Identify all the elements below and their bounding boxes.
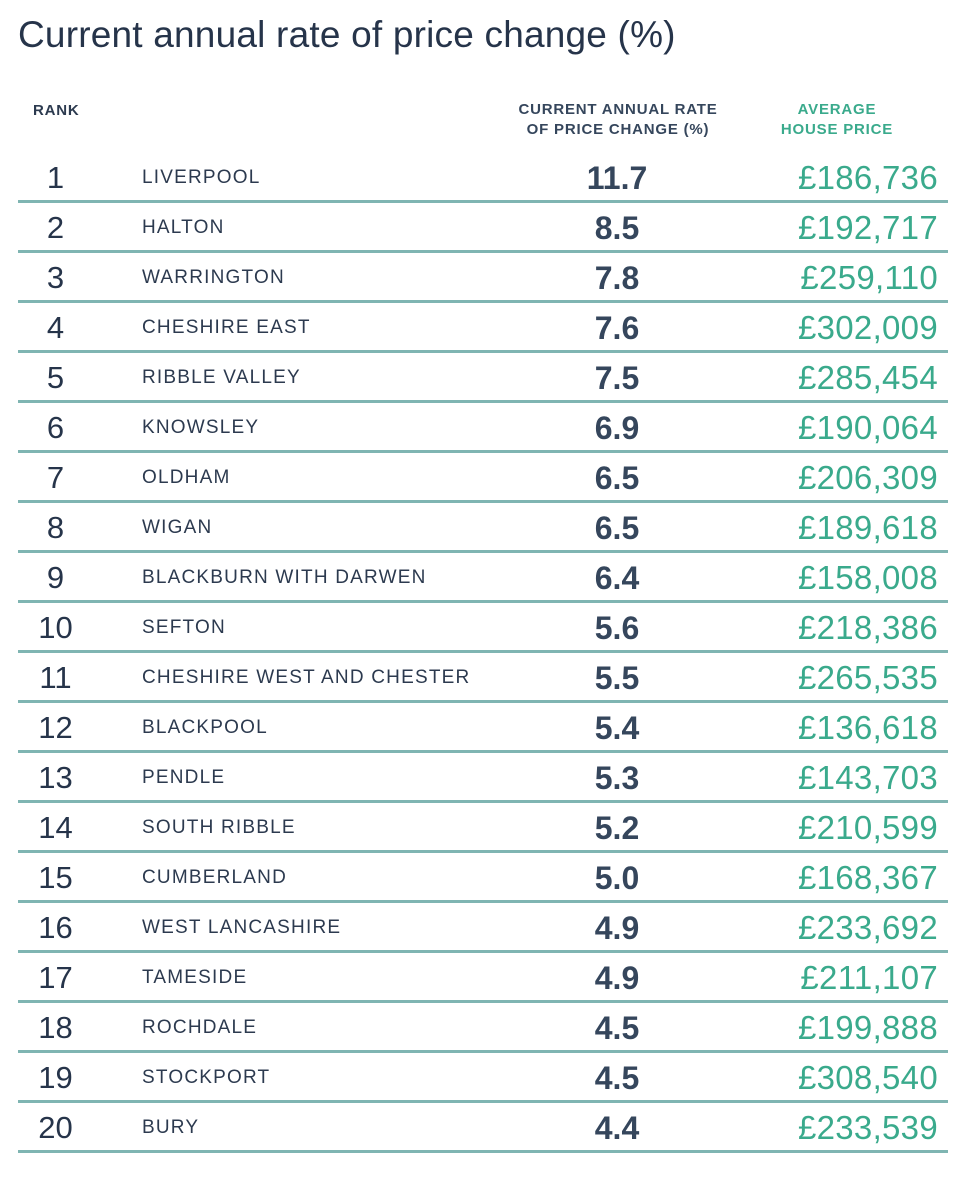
table-row [18, 603, 948, 653]
rank-cell: 17 [38, 960, 73, 995]
table-row [18, 953, 948, 1003]
rate-header-line-2: OF PRICE CHANGE (%) [526, 121, 710, 138]
rate-cell: 5.4 [594, 710, 640, 746]
area-name-cell: BURY [142, 1117, 200, 1138]
rank-cell: 3 [46, 260, 65, 295]
rate-cell: 7.8 [594, 260, 640, 296]
price-header-line-2: HOUSE PRICE [780, 121, 894, 138]
rate-cell: 6.9 [594, 410, 640, 446]
area-name-cell: SEFTON [142, 617, 226, 638]
table-row [18, 303, 948, 353]
area-name-cell: KNOWSLEY [142, 417, 260, 438]
rate-cell: 5.2 [594, 810, 640, 846]
area-name-cell: WARRINGTON [142, 267, 285, 288]
table-row [18, 1003, 948, 1053]
area-name-cell: STOCKPORT [142, 1067, 271, 1088]
table-row [18, 753, 948, 803]
price-header-line-1: AVERAGE [797, 101, 877, 118]
area-name-cell: WIGAN [142, 517, 213, 538]
rank-cell: 9 [46, 560, 65, 595]
rank-column-header: RANK [33, 102, 80, 119]
table-row [18, 353, 948, 403]
price-cell: £259,110 [800, 259, 938, 296]
table-row [18, 1103, 948, 1153]
price-cell: £210,599 [797, 809, 938, 846]
price-cell: £233,692 [797, 909, 938, 946]
area-name-cell: HALTON [142, 217, 225, 238]
area-name-cell: CHESHIRE WEST AND CHESTER [142, 667, 471, 688]
rate-cell: 5.0 [594, 860, 640, 896]
rank-cell: 14 [38, 810, 73, 845]
price-cell: £199,888 [797, 1009, 938, 1046]
table-row [18, 903, 948, 953]
price-cell: £168,367 [797, 859, 938, 896]
area-name-cell: WEST LANCASHIRE [142, 917, 342, 938]
rank-cell: 1 [46, 160, 65, 195]
area-name-cell: LIVERPOOL [142, 167, 261, 188]
area-name-cell: OLDHAM [142, 467, 231, 488]
area-name-cell: TAMESIDE [142, 967, 248, 988]
rate-cell: 6.4 [594, 560, 640, 596]
price-cell: £211,107 [800, 959, 938, 996]
area-name-cell: ROCHDALE [142, 1017, 258, 1038]
price-cell: £192,717 [797, 209, 938, 246]
price-cell: £143,703 [797, 759, 938, 796]
table-row [18, 803, 948, 853]
price-cell: £218,386 [797, 609, 938, 646]
table-row [18, 853, 948, 903]
rank-cell: 5 [46, 360, 65, 395]
rank-cell: 20 [38, 1110, 73, 1145]
rate-cell: 4.4 [594, 1110, 640, 1146]
rate-cell: 6.5 [594, 460, 640, 496]
price-cell: £302,009 [797, 309, 938, 346]
price-cell: £308,540 [797, 1059, 938, 1096]
rate-cell: 8.5 [594, 210, 640, 246]
rate-cell: 5.6 [594, 610, 640, 646]
rank-cell: 11 [39, 660, 72, 695]
rate-cell: 7.6 [594, 310, 640, 346]
area-name-cell: PENDLE [142, 767, 226, 788]
table-row [18, 653, 948, 703]
table-row [18, 153, 948, 203]
rank-cell: 7 [46, 460, 65, 495]
rate-cell: 4.5 [594, 1060, 640, 1096]
rank-cell: 19 [38, 1060, 73, 1095]
rate-header-line-1: CURRENT ANNUAL RATE [518, 101, 718, 118]
table-row [18, 553, 948, 603]
table-row [18, 703, 948, 753]
rate-cell: 11.7 [586, 160, 648, 196]
table-row [18, 453, 948, 503]
price-cell: £206,309 [797, 459, 938, 496]
price-column-header [752, 100, 922, 140]
rate-column-header [500, 100, 736, 140]
area-name-cell: SOUTH RIBBLE [142, 817, 296, 838]
rank-cell: 15 [38, 860, 73, 895]
rank-cell: 16 [38, 910, 73, 945]
ranking-table [18, 153, 948, 1153]
table-row [18, 203, 948, 253]
area-name-cell: BLACKPOOL [142, 717, 268, 738]
price-cell: £285,454 [797, 359, 938, 396]
rank-cell: 4 [46, 310, 65, 345]
rate-cell: 5.3 [594, 760, 640, 796]
area-name-cell: BLACKBURN WITH DARWEN [142, 567, 427, 588]
rank-cell: 6 [46, 410, 65, 445]
rate-cell: 7.5 [594, 360, 640, 396]
price-cell: £265,535 [797, 659, 938, 696]
price-cell: £186,736 [797, 159, 938, 196]
rank-cell: 10 [38, 610, 73, 645]
area-name-cell: CHESHIRE EAST [142, 317, 311, 338]
rank-cell: 12 [38, 710, 73, 745]
area-name-cell: CUMBERLAND [142, 867, 288, 888]
rank-cell: 8 [46, 510, 65, 545]
table-row [18, 503, 948, 553]
price-cell: £190,064 [797, 409, 938, 446]
rank-cell: 13 [38, 760, 73, 795]
price-cell: £158,008 [797, 559, 938, 596]
rate-cell: 5.5 [594, 660, 640, 696]
rate-cell: 6.5 [594, 510, 640, 546]
price-cell: £189,618 [797, 509, 938, 546]
rate-cell: 4.9 [594, 910, 640, 946]
table-row [18, 253, 948, 303]
page-title: Current annual rate of price change (%) [18, 14, 676, 55]
rate-cell: 4.9 [594, 960, 640, 996]
price-cell: £233,539 [797, 1109, 938, 1146]
rank-cell: 2 [46, 210, 65, 245]
rank-cell: 18 [38, 1010, 73, 1045]
rate-cell: 4.5 [594, 1010, 640, 1046]
price-cell: £136,618 [797, 709, 938, 746]
table-row [18, 403, 948, 453]
table-row [18, 1053, 948, 1103]
area-name-cell: RIBBLE VALLEY [142, 367, 301, 388]
